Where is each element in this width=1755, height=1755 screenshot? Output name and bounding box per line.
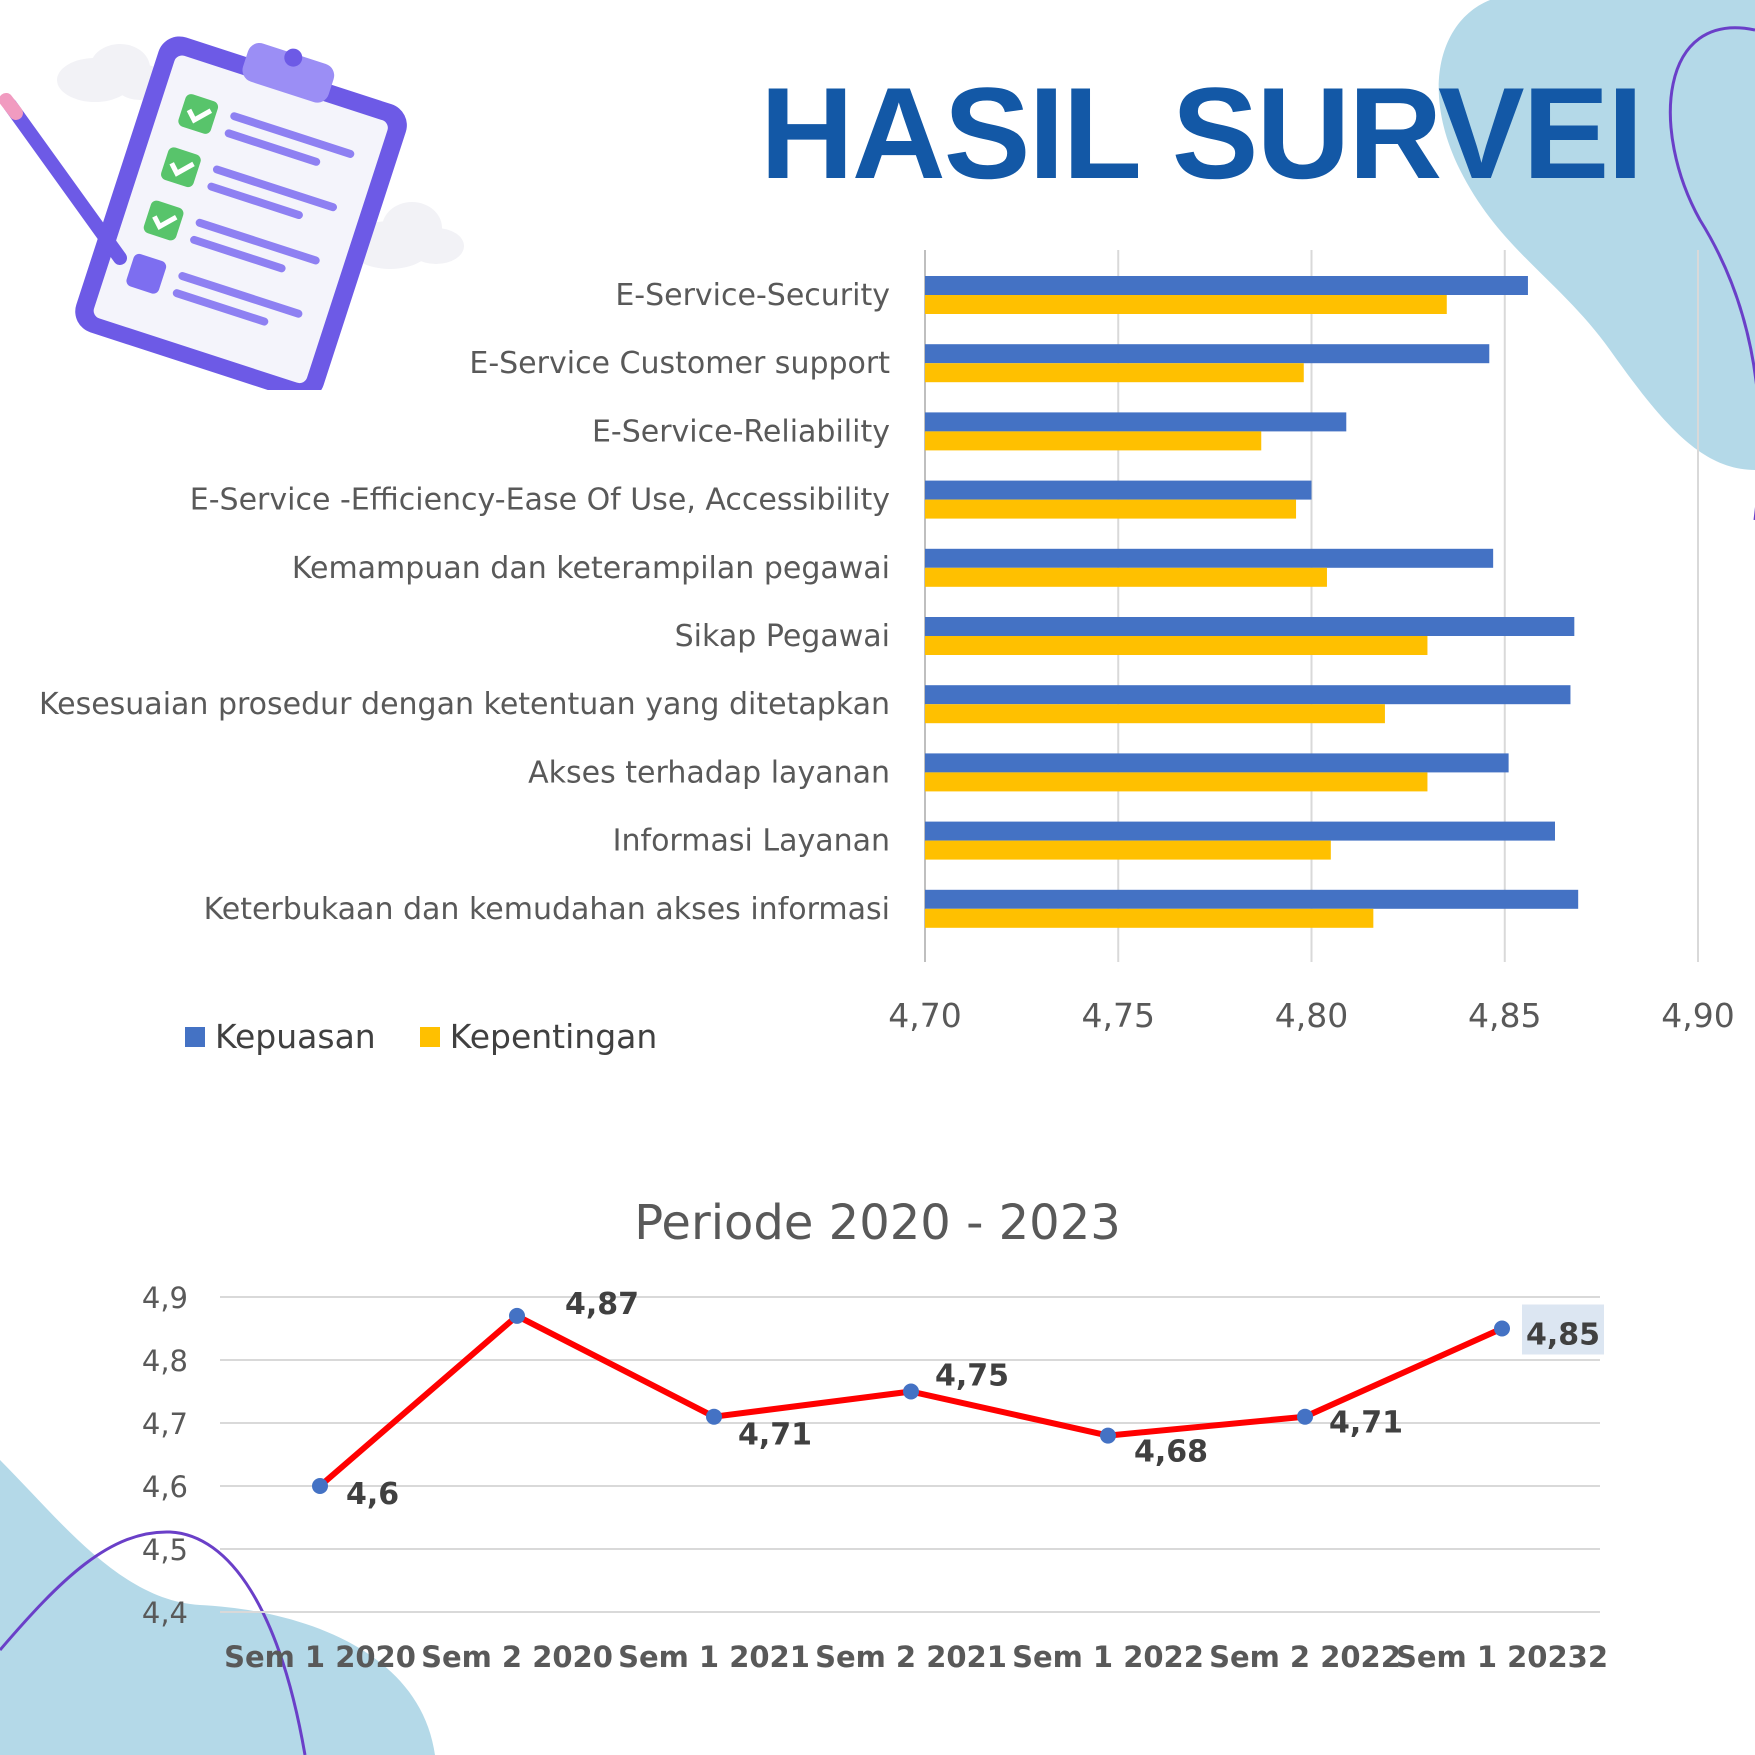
category-label: E-Service-Security — [615, 278, 890, 313]
category-label: Kemampuan dan keterampilan pegawai — [291, 550, 890, 586]
bar-kepuasan — [925, 412, 1346, 431]
data-label: 4,75 — [935, 1358, 1010, 1394]
bar-kepentingan — [925, 772, 1427, 791]
category-label: Informasi Layanan — [612, 823, 890, 859]
y-tick-label: 4,7 — [141, 1407, 188, 1441]
x-tick-label: Sem 1 2020 — [224, 1640, 416, 1674]
data-point — [1100, 1428, 1116, 1444]
x-tick-label: Sem 2 2020 — [421, 1640, 613, 1674]
bar-kepuasan — [925, 344, 1489, 363]
line-chart-title: Periode 2020 - 2023 — [634, 1195, 1121, 1251]
page-title: HASIL SURVEI — [760, 60, 1642, 206]
x-tick-label: 4,75 — [1081, 996, 1155, 1035]
legend-item-kepentingan — [420, 1017, 658, 1056]
data-label: 4,71 — [1329, 1405, 1404, 1441]
x-tick-label: 4,85 — [1468, 996, 1542, 1035]
bar-kepuasan — [925, 549, 1493, 568]
bar-kepuasan — [925, 685, 1570, 704]
data-point — [312, 1478, 328, 1494]
x-tick-label: Sem 1 2021 — [618, 1640, 810, 1674]
bar-kepentingan — [925, 431, 1261, 450]
y-tick-label: 4,8 — [141, 1344, 188, 1378]
data-point — [903, 1384, 919, 1400]
category-label: E-Service-Reliability — [591, 414, 890, 450]
bar-chart-legend — [185, 1017, 657, 1056]
y-tick-label: 4,5 — [141, 1533, 188, 1567]
bar-kepentingan — [925, 500, 1296, 519]
x-tick-label: Sem 1 20232 — [1395, 1640, 1609, 1674]
bar-kepuasan — [925, 890, 1578, 909]
bar-kepuasan — [925, 276, 1528, 295]
category-label: Keterbukaan dan kemudahan akses informasi — [203, 891, 890, 927]
data-label: 4,87 — [565, 1286, 640, 1322]
bar-kepentingan — [925, 704, 1385, 723]
x-tick-label: 4,80 — [1274, 996, 1349, 1035]
bar-kepentingan — [925, 636, 1427, 655]
y-tick-label: 4,6 — [141, 1470, 188, 1504]
data-point — [1297, 1409, 1313, 1425]
legend-label-kepuasan: Kepuasan — [215, 1017, 376, 1056]
bar-kepentingan — [925, 841, 1331, 860]
bar-kepentingan — [925, 568, 1327, 587]
bar-kepuasan — [925, 753, 1509, 772]
category-label: Kesesuaian prosedur dengan ketentuan yang ditetapkan — [38, 687, 890, 723]
data-label: 4,71 — [738, 1417, 813, 1453]
x-tick-label: Sem 1 2022 — [1012, 1640, 1204, 1674]
category-label: Sikap Pegawai — [674, 619, 890, 654]
legend-swatch-kepuasan — [185, 1027, 205, 1047]
series-line — [320, 1316, 1502, 1486]
data-point — [509, 1308, 525, 1324]
x-tick-label: Sem 2 2022 — [1209, 1640, 1401, 1674]
category-label: Akses terhadap layanan — [528, 755, 890, 791]
bar-kepuasan — [925, 617, 1574, 636]
bar-chart — [0, 250, 1755, 1070]
y-tick-label: 4,9 — [141, 1281, 188, 1315]
legend-label-kepentingan: Kepentingan — [449, 1017, 658, 1056]
data-label: 4,6 — [346, 1477, 400, 1512]
legend-swatch-kepentingan — [420, 1027, 440, 1047]
x-tick-label: 4,90 — [1661, 996, 1735, 1035]
category-label: E-Service -Efficiency-Ease Of Use, Accessibility — [189, 482, 890, 518]
data-point — [706, 1409, 722, 1425]
line-chart — [0, 1180, 1755, 1700]
category-label: E-Service Customer support — [469, 346, 890, 382]
bar-kepuasan — [925, 822, 1555, 841]
y-tick-label: 4,4 — [141, 1596, 188, 1630]
x-tick-label: Sem 2 2021 — [815, 1640, 1007, 1674]
data-point — [1494, 1321, 1510, 1337]
bar-kepentingan — [925, 909, 1373, 928]
bar-kepuasan — [925, 481, 1312, 500]
bar-kepentingan — [925, 295, 1447, 314]
legend-item-kepuasan — [185, 1017, 376, 1056]
x-tick-label: 4,70 — [888, 996, 962, 1035]
bar-kepentingan — [925, 363, 1304, 382]
data-label: 4,68 — [1134, 1434, 1209, 1470]
data-label: 4,85 — [1526, 1317, 1601, 1353]
pencil-icon — [6, 100, 120, 258]
